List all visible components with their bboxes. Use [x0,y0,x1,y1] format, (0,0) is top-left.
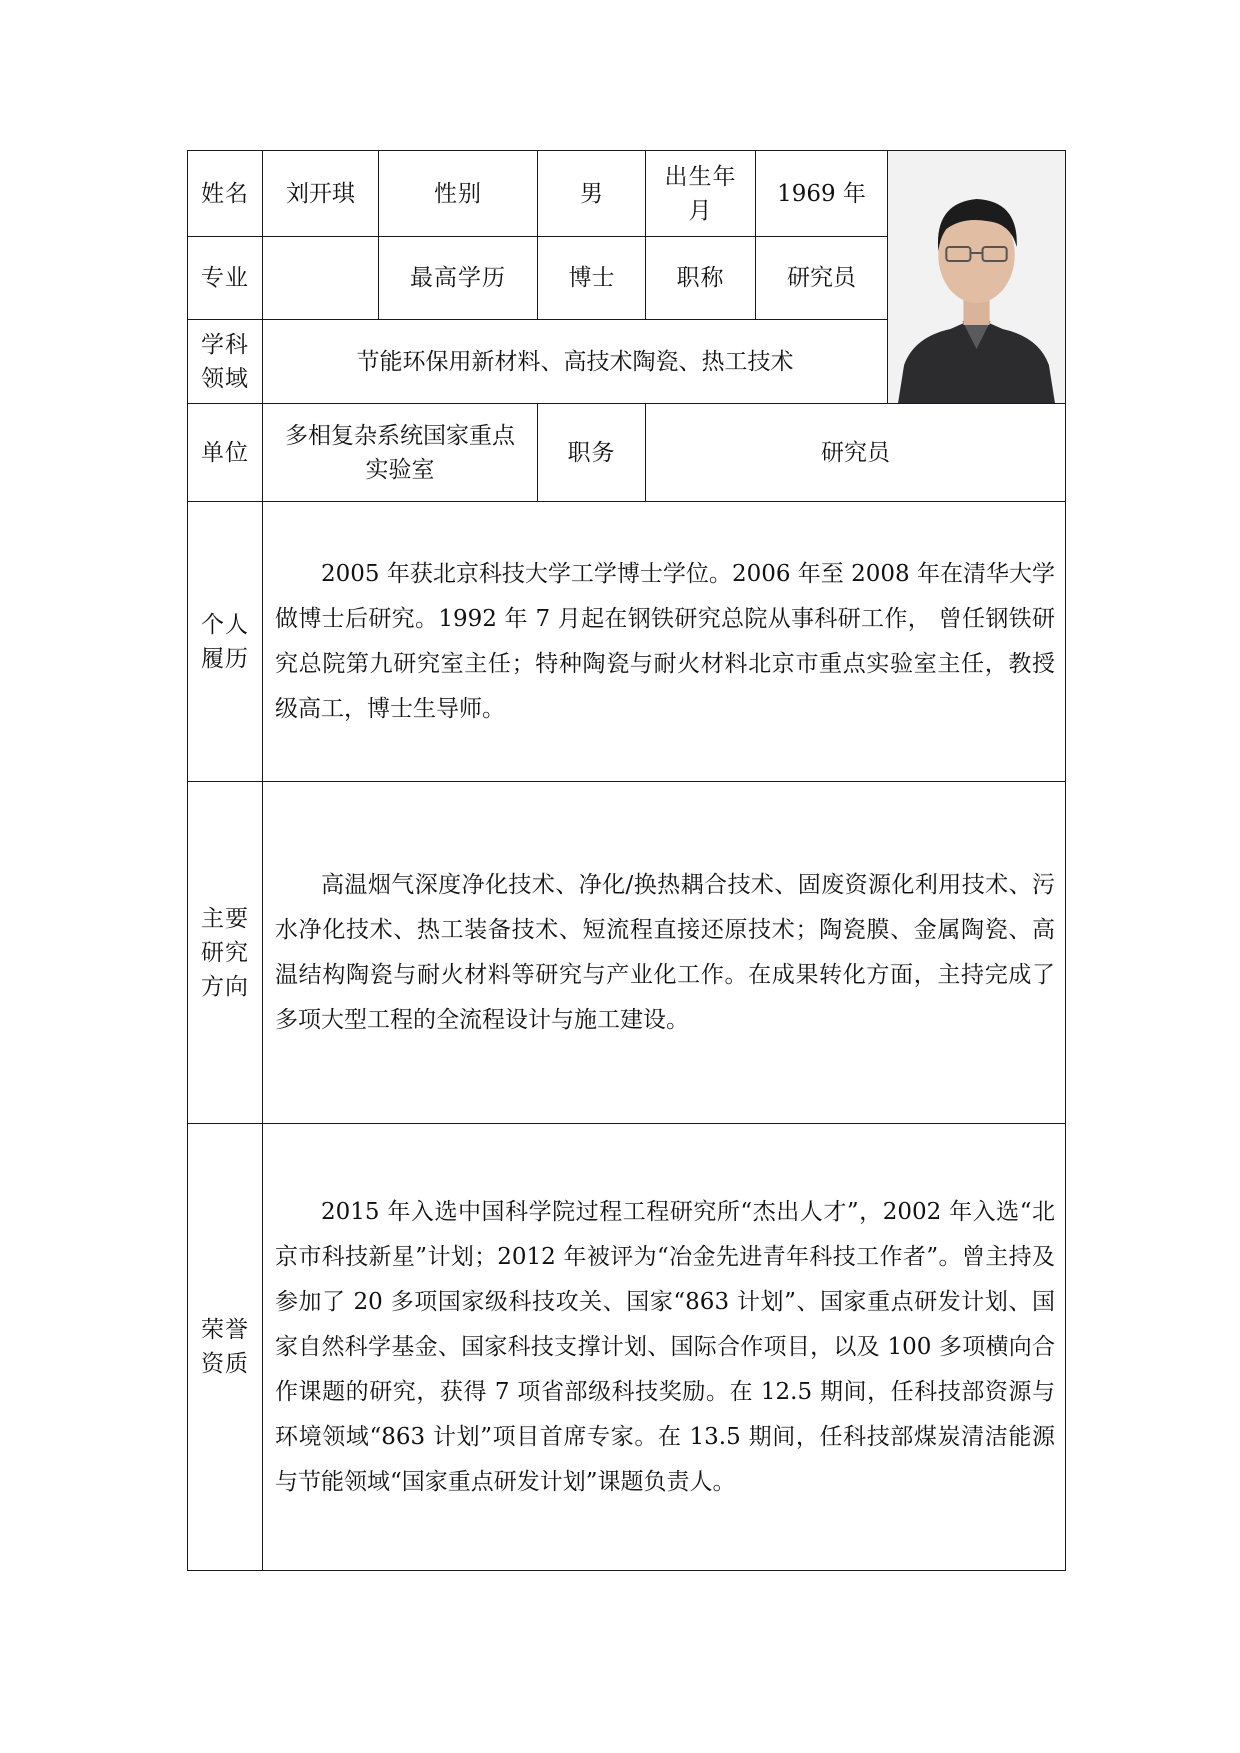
honors-label-text: 荣誉资质 [201,1317,249,1377]
honors-label [188,1124,263,1571]
resume-label-text: 个人履历 [201,611,249,672]
field-value: 节能环保用新材料、高技术陶瓷、热工技术 [263,320,888,404]
birth-label-text: 出生年月 [664,163,737,224]
portrait-photo [888,151,1065,403]
resume-text: 2005 年获北京科技大学工学博士学位。2006 年至 2008 年在清华大学做博士后研究。1992 年 7 月起在钢铁研究总院从事科研工作， 曾任钢铁研究总院第九研究室主任；特种陶瓷与耐火材料北京市重点实验室主任，教授级高工，博士生导师。 [275,560,1055,722]
position-label: 职务 [538,404,646,502]
degree-label: 最高学历 [379,237,538,320]
research-label [188,782,263,1124]
resume-cell [263,502,1066,782]
profile-table [187,150,1066,1571]
honors-text: 2015 年入选中国科学院过程工程研究所“杰出人才”，2002 年入选“北京市科技新星”计划；2012 年被评为“冶金先进青年科技工作者”。曾主持及参加了 20 多项国家级科技攻关、国家“863 计划”、国家重点研发计划、国家自然科学基金、国家科技支撑计划、国际合作项目，以及 100 多项横向合作课题的研究，获得 7 项省部级科技奖励。在 12.5 期间，任科技部资源与环境领域“863 计划”项目首席专家。在 13.5 期间，任科技部煤炭清洁能源与节能领域“国家重点研发计划”课题负责人。 [275,1198,1055,1495]
unit-value-text: 多相复杂系统国家重点实验室 [285,422,515,483]
field-label-text: 学科领域 [201,331,249,392]
unit-label: 单位 [188,404,263,502]
research-text: 高温烟气深度净化技术、净化/换热耦合技术、固废资源化利用技术、污水净化技术、热工装备技术、短流程直接还原技术；陶瓷膜、金属陶瓷、高温结构陶瓷与耐火材料等研究与产业化工作。在成果转化方面，主持完成了多项大型工程的全流程设计与施工建设。 [275,871,1055,1033]
name-value: 刘开琪 [263,151,379,237]
research-label-text: 主要研究方向 [201,905,249,1000]
degree-value: 博士 [538,237,646,320]
honors-cell [263,1124,1066,1571]
gender-label: 性别 [379,151,538,237]
title-value: 研究员 [756,237,888,320]
research-cell [263,782,1066,1124]
major-label: 专业 [188,237,263,320]
name-label: 姓名 [188,151,263,237]
resume-label [188,502,263,782]
birth-label [646,151,756,237]
title-label: 职称 [646,237,756,320]
photo-cell [888,151,1066,404]
major-value [263,237,379,320]
birth-value: 1969 年 [756,151,888,237]
gender-value: 男 [538,151,646,237]
unit-value [263,404,538,502]
field-label [188,320,263,404]
position-value: 研究员 [646,404,1066,502]
